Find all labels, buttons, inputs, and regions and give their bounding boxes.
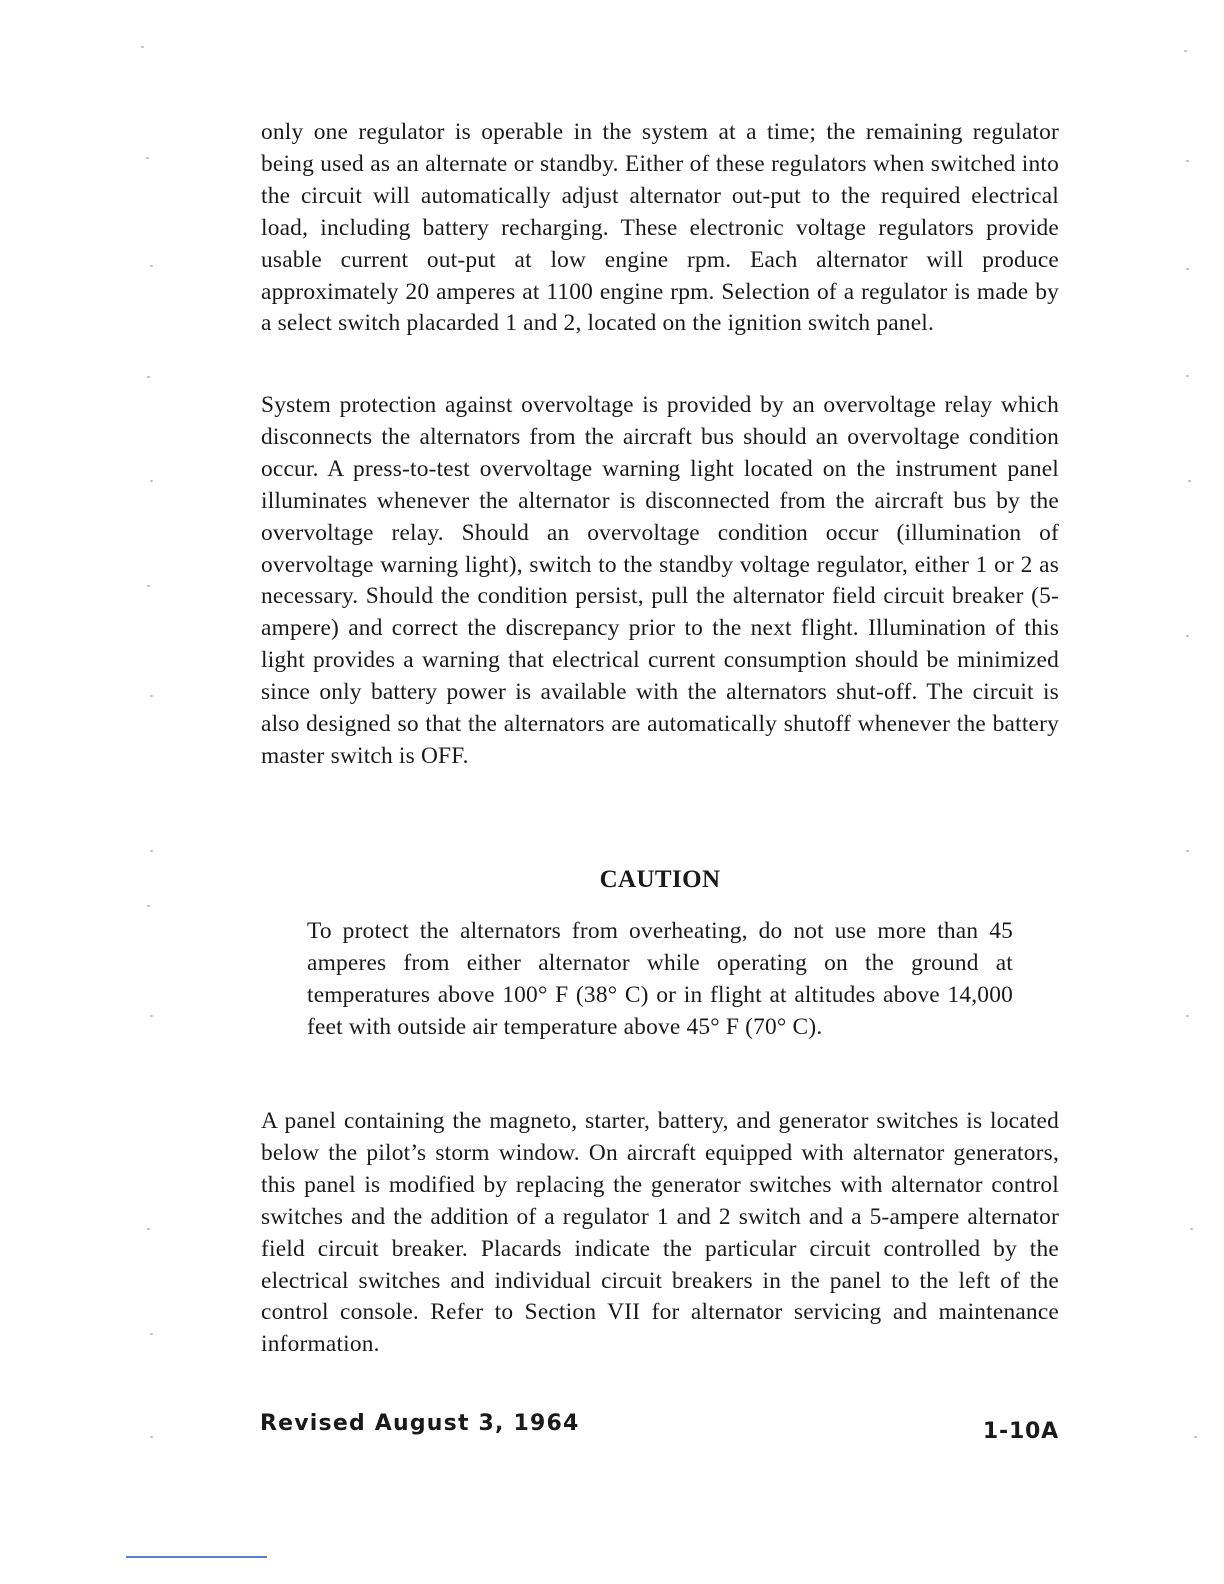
scan-speck (147, 1228, 150, 1230)
scan-speck (147, 376, 150, 378)
scan-edge-line (126, 1556, 267, 1558)
page-number: 1-10A (982, 1419, 1059, 1444)
scan-speck (146, 157, 149, 159)
scan-speck (150, 695, 153, 697)
paragraph-switch-panel: A panel containing the magneto, starter, battery, and generator switches is located below the pilot’s storm window. On aircraft equipped with alternator generators, this panel is modified by replacing the generator switches with alternator control switches and the addition of a regulator 1 and 2 switch and a 5-ampere alternator field circuit breaker. Placards indicate the particular circuit controlled by the electrical switches and individual circuit breakers in the panel to the left of the control console. Refer to Section VII for alternator servicing and maintenance information. (261, 1108, 1059, 1358)
scan-speck (1188, 480, 1191, 482)
caution-text: To protect the alternators from overheating, do not use more than 45 amperes from either alternator while operating on the ground at temperatures above 100° F (38° C) or in flight at altitudes above 14,000 feet with outside air temperature above 45° F (70° C). (307, 918, 1013, 1040)
scan-speck (141, 46, 144, 48)
scan-speck (150, 1015, 153, 1017)
scan-speck (150, 1333, 153, 1335)
scan-speck (1186, 850, 1189, 852)
scan-speck (150, 480, 153, 482)
scan-speck (1186, 375, 1189, 377)
scan-speck (150, 1436, 153, 1438)
scan-speck (1186, 635, 1189, 637)
paragraph-voltage-regulators: only one regulator is operable in the system at a time; the remaining regulator being used as an alternate or standby. Either of these regulators when switched into the circuit will automatically adjust alternator out-put to the required electrical load, including battery recharging. These electronic voltage regulators provide usable current out-put at low engine rpm. Each alternator will produce approximately 20 amperes at 1100 engine rpm. Selection of a regulator is made by a select switch placarded 1 and 2, located on the ignition switch panel. (261, 119, 1059, 337)
scan-speck (1186, 1015, 1189, 1017)
scan-speck (1186, 160, 1189, 162)
scan-speck (150, 850, 153, 852)
revision-date: Revised August 3, 1964 (260, 1411, 580, 1436)
scan-speck (1186, 268, 1189, 270)
scan-speck (1184, 50, 1187, 52)
scan-speck (147, 905, 150, 907)
paragraph-overvoltage-protection: System protection against overvoltage is provided by an overvoltage relay which disconnects the alternators from the aircraft bus should an overvoltage condition occur. A press-to-test overvoltage warning light located on the instrument panel illuminates whenever the alternator is disconnected from the aircraft bus by the overvoltage relay. Should an overvoltage condition occur (illumination of overvoltage warning light), switch to the standby voltage regulator, either 1 or 2 as necessary. Should the condition persist, pull the alternator field circuit breaker (5-ampere) and correct the discrepancy prior to the next flight. Illumination of this light provides a warning that electrical current consumption should be minimized since only battery power is available with the alternators shut-off. The circuit is also designed so that the alternators are automatically shutoff whenever the battery master switch is OFF. (261, 392, 1059, 769)
caution-heading: CAUTION (599, 866, 721, 893)
scan-speck (150, 265, 153, 267)
scan-speck (1190, 1228, 1193, 1230)
scan-speck (1194, 1436, 1197, 1438)
scan-speck (147, 585, 150, 587)
